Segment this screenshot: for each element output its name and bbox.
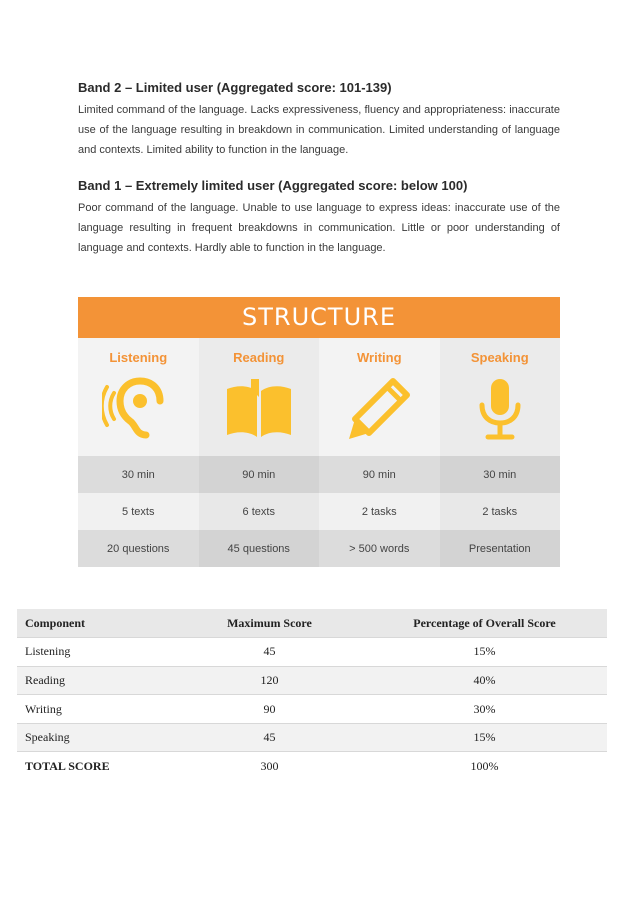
writing-detail: > 500 words bbox=[349, 542, 410, 555]
row-component: TOTAL SCORE bbox=[25, 759, 110, 774]
band-1-heading: Band 1 – Extremely limited user (Aggregated score: below 100) bbox=[78, 178, 468, 193]
band-1-description: Poor command of the language. Unable to use language to express ideas: inaccurate use of the language resulting in frequent breakdowns in communication. Little or poor understanding of language and contexts. Hardly able to function in the language. bbox=[78, 202, 560, 254]
speaking-duration: 30 min bbox=[440, 456, 561, 493]
row-percentage: 15% bbox=[362, 723, 607, 752]
listening-items: 5 texts bbox=[122, 505, 155, 518]
reading-detail: 45 questions bbox=[199, 530, 320, 567]
band-1-section bbox=[78, 178, 560, 258]
skill-writing bbox=[319, 338, 440, 456]
row-percentage: 40% bbox=[362, 666, 607, 695]
score-table-header bbox=[17, 609, 607, 638]
table-row bbox=[17, 695, 607, 724]
listening-duration: 30 min bbox=[121, 468, 155, 481]
skill-speaking-label: Speaking bbox=[470, 350, 529, 365]
structure-items-row bbox=[78, 493, 560, 530]
open-book-icon bbox=[223, 377, 295, 441]
row-percentage: 15% bbox=[362, 638, 607, 667]
table-row bbox=[17, 723, 607, 752]
table-row-total bbox=[17, 752, 607, 781]
ear-icon bbox=[102, 377, 174, 441]
row-max-score: 90 bbox=[177, 695, 362, 724]
score-table bbox=[17, 609, 607, 781]
skill-listening bbox=[78, 338, 199, 456]
skill-writing-label: Writing bbox=[356, 350, 402, 365]
listening-detail: 20 questions bbox=[107, 542, 170, 555]
row-percentage: 30% bbox=[362, 695, 607, 724]
row-max-score: 120 bbox=[177, 666, 362, 695]
band-2-heading: Band 2 – Limited user (Aggregated score: 101-139) bbox=[78, 80, 392, 95]
structure-title: STRUCTURE bbox=[78, 297, 560, 338]
speaking-detail: Presentation bbox=[440, 530, 561, 567]
reading-duration: 90 min bbox=[199, 456, 320, 493]
pencil-icon bbox=[343, 377, 415, 441]
skill-reading-label: Reading bbox=[233, 350, 285, 365]
speaking-items: 2 tasks bbox=[440, 493, 561, 530]
header-percentage: Percentage of Overall Score bbox=[362, 609, 607, 638]
band-2-section bbox=[78, 80, 560, 160]
row-percentage: 100% bbox=[470, 759, 499, 774]
row-component: Speaking bbox=[17, 723, 177, 752]
row-component: Writing bbox=[17, 695, 177, 724]
skill-reading bbox=[199, 338, 320, 456]
row-component: Reading bbox=[17, 666, 177, 695]
structure-duration-row bbox=[78, 456, 560, 493]
skill-listening-label: Listening bbox=[109, 350, 168, 365]
table-row bbox=[17, 638, 607, 667]
table-row bbox=[17, 666, 607, 695]
row-max-score: 45 bbox=[177, 723, 362, 752]
row-component: Listening bbox=[17, 638, 177, 667]
header-maximum-score: Maximum Score bbox=[177, 609, 362, 638]
row-max-score: 300 bbox=[260, 759, 279, 774]
writing-items: 2 tasks bbox=[361, 505, 397, 518]
microphone-icon bbox=[464, 377, 536, 441]
skill-speaking bbox=[440, 338, 561, 456]
structure-detail-row bbox=[78, 530, 560, 567]
structure-skills bbox=[78, 338, 560, 456]
reading-items: 6 texts bbox=[199, 493, 320, 530]
row-max-score: 45 bbox=[177, 638, 362, 667]
header-component: Component bbox=[17, 609, 177, 638]
writing-duration: 90 min bbox=[362, 468, 396, 481]
band-2-description: Limited command of the language. Lacks expressiveness, fluency and appropriateness: inaccurate use of the language resulting in breakdown in communication. Limited understanding of language and contexts. Limited ability to function in the language. bbox=[78, 104, 560, 156]
structure-infographic bbox=[78, 297, 560, 569]
